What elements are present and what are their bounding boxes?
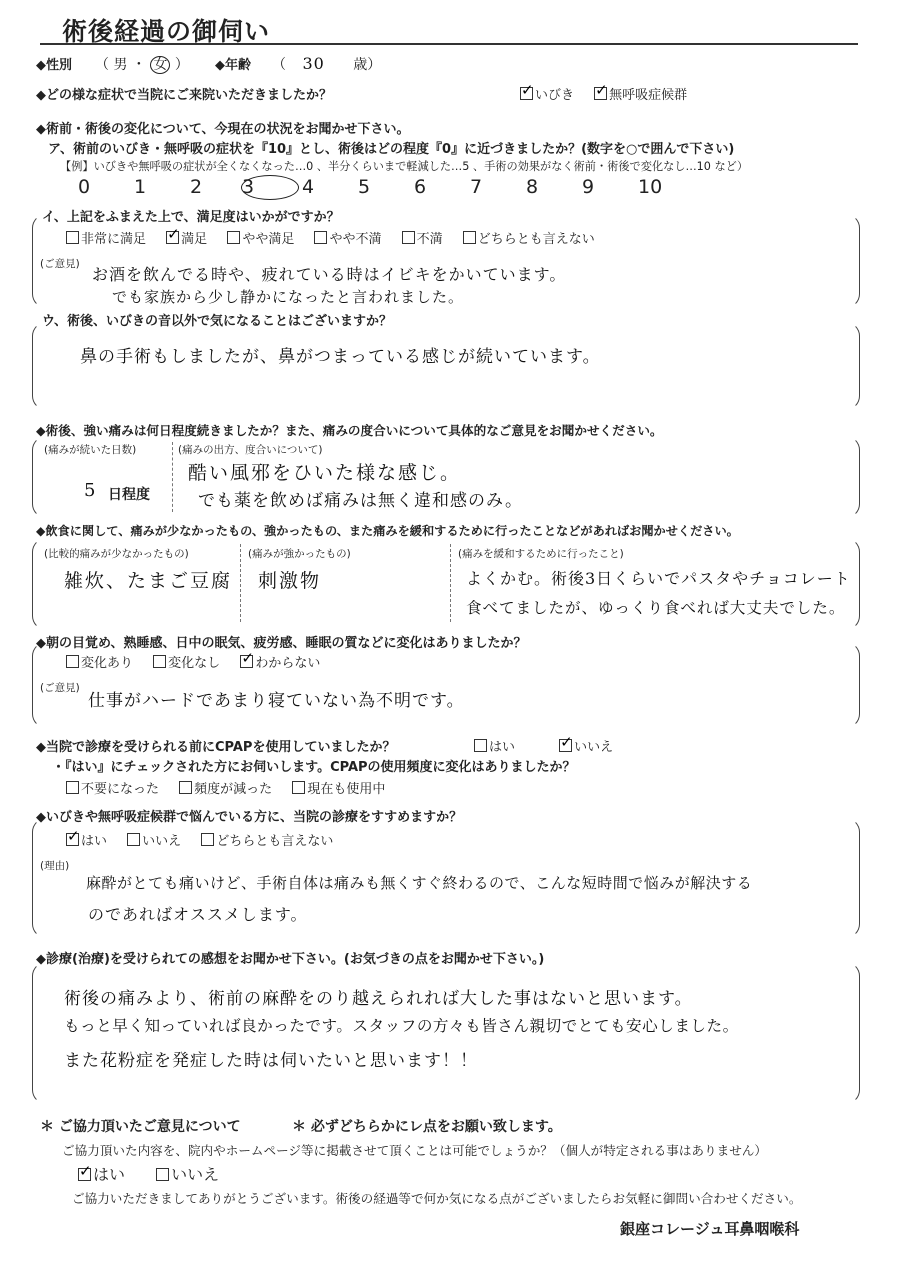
pain-days-unit: 日程度 xyxy=(108,487,150,503)
food-col2-value[interactable]: 刺激物 xyxy=(258,570,322,592)
q-sleep-text: ◆朝の目覚め、熟睡感、日中の眠気、疲労感、睡眠の質などに変化はありましたか？ xyxy=(36,636,527,651)
checkbox-very-satisfied[interactable] xyxy=(66,231,79,244)
scale-0[interactable]: 0 xyxy=(78,176,91,198)
checkbox-still-using[interactable] xyxy=(292,781,305,794)
checkbox-somewhat-satisfied[interactable] xyxy=(227,231,240,244)
checkbox-less-frequent[interactable] xyxy=(179,781,192,794)
q-cpap-sub: ・『はい』にチェックされた方にお伺いします。CPAPの使用頻度に変化はありましたか？ xyxy=(52,760,576,775)
checkbox-recommend-yes[interactable] xyxy=(66,833,79,846)
checkbox-unknown[interactable] xyxy=(240,655,253,668)
option-recommend-no[interactable] xyxy=(127,830,181,849)
food-divider-2 xyxy=(450,544,451,622)
checkbox-satisfied[interactable] xyxy=(166,231,179,244)
checkbox-cpap-yes[interactable] xyxy=(474,739,487,752)
option-apnea[interactable] xyxy=(594,84,687,103)
sex-field xyxy=(95,54,189,74)
q-symptom-text: ◆どの様な症状で当院にご来院いただきましたか？ xyxy=(36,88,332,103)
sex-option-female[interactable]: 女 xyxy=(150,56,170,74)
q-cpap-text: ◆当院で診療を受けられる前にCPAPを使用していましたか？ xyxy=(36,740,396,755)
pain-degree-line2[interactable]: でも薬を飲めば痛みは無く違和感のみ。 xyxy=(198,491,524,511)
satisfaction-opinion-line1[interactable]: お酒を飲んでる時や、疲れている時はイビキをかいています。 xyxy=(92,265,567,284)
sex-label: ◆性別 xyxy=(36,58,72,73)
age-value[interactable]: 30 xyxy=(302,54,325,73)
satisfaction-options xyxy=(66,228,611,247)
option-publish-yes[interactable] xyxy=(78,1162,125,1185)
option-satisfied-label: 満足 xyxy=(181,232,208,247)
option-still-using-label: 現在も使用中 xyxy=(307,782,386,797)
scale-1[interactable]: 1 xyxy=(134,176,147,198)
pain-degree-label: (痛みの出方、度合いについて) xyxy=(178,444,323,456)
checkbox-publish-no[interactable] xyxy=(156,1168,169,1181)
option-unknown[interactable] xyxy=(240,652,320,671)
footer-options xyxy=(78,1162,235,1185)
checkbox-changed[interactable] xyxy=(66,655,79,668)
checkbox-dissatisfied[interactable] xyxy=(402,231,415,244)
scale-3-selected: 3 xyxy=(241,175,299,200)
satisfaction-opinion-label: (ご意見) xyxy=(40,258,80,270)
sleep-opinion[interactable]: 仕事がハードであまり寝ていない為不明です。 xyxy=(88,691,465,711)
scale-3[interactable] xyxy=(242,175,302,200)
impression-line1[interactable]: 術後の痛みより、術前の麻酔をのり越えられれば大した事はないと思います。 xyxy=(64,989,693,1009)
option-cpap-no[interactable] xyxy=(559,736,613,755)
checkbox-not-needed[interactable] xyxy=(66,781,79,794)
checkbox-cpap-no[interactable] xyxy=(559,739,572,752)
sex-dot: ・ xyxy=(131,57,146,73)
food-col2-label: (痛みが強かったもの) xyxy=(248,548,351,560)
option-unknown-label: わからない xyxy=(255,656,321,671)
scale-6[interactable]: 6 xyxy=(414,176,427,198)
title-underline xyxy=(40,43,858,45)
food-divider-1 xyxy=(240,544,241,622)
option-somewhat-satisfied-label: やや満足 xyxy=(242,232,295,247)
sleep-options xyxy=(66,652,336,671)
impression-line3[interactable]: また花粉症を発症した時は伺いたいと思います！！ xyxy=(64,1051,478,1071)
option-still-using[interactable] xyxy=(292,778,385,797)
checkbox-somewhat-dissatisfied[interactable] xyxy=(314,231,327,244)
sex-open: （ xyxy=(95,57,109,73)
footer-thanks: ご協力いただきましてありがとうございます。術後の経過等で何か気になる点がございましたらお気軽に御問い合わせください。 xyxy=(72,1191,802,1206)
option-changed[interactable] xyxy=(66,652,133,671)
q-symptom-options xyxy=(520,84,703,103)
option-somewhat-dissatisfied[interactable] xyxy=(314,228,381,247)
option-apnea-label: 無呼吸症候群 xyxy=(609,88,688,103)
option-changed-label: 変化あり xyxy=(81,656,134,671)
option-somewhat-satisfied[interactable] xyxy=(227,228,294,247)
option-no-change[interactable] xyxy=(153,652,220,671)
option-recommend-neutral[interactable] xyxy=(201,830,333,849)
pain-divider xyxy=(172,442,173,512)
option-publish-no-label: いいえ xyxy=(171,1165,220,1184)
option-satisfied[interactable] xyxy=(166,228,207,247)
checkbox-apnea[interactable] xyxy=(594,87,607,100)
satisfaction-opinion-line2[interactable]: でも家族から少し静かになったと言われました。 xyxy=(112,288,465,306)
option-recommend-yes[interactable] xyxy=(66,830,107,849)
option-less-frequent-label: 頻度が減った xyxy=(194,782,273,797)
scale-5[interactable]: 5 xyxy=(358,176,371,198)
option-less-frequent[interactable] xyxy=(179,778,272,797)
change-scale xyxy=(78,175,694,200)
option-cpap-yes-label: はい xyxy=(489,740,516,755)
option-dissatisfied-label: 不満 xyxy=(416,232,443,247)
option-not-needed-label: 不要になった xyxy=(81,782,160,797)
q-pain-text: ◆術後、強い痛みは何日程度続きましたか？また、痛みの度合いについて具体的なご意見をお聞かせください。 xyxy=(36,423,663,438)
option-neutral-label: どちらとも言えない xyxy=(477,232,595,247)
option-publish-yes-label: はい xyxy=(93,1165,126,1184)
page-title: 術後経過の御伺い xyxy=(62,17,271,46)
option-dissatisfied[interactable] xyxy=(402,228,443,247)
food-col1-label: (比較的痛みが少なかったもの) xyxy=(44,548,189,560)
age-unit: 歳） xyxy=(353,57,382,73)
impression-line2[interactable]: もっと早く知っていれば良かったです。スタッフの方々も皆さん親切でとても安心しました。 xyxy=(64,1017,739,1035)
food-col3-line1[interactable]: よくかむ。術後3日くらいでパスタやチョコレート xyxy=(466,569,851,588)
option-not-needed[interactable] xyxy=(66,778,159,797)
q-other-text: ウ、術後、いびきの音以外で気になることはございますか？ xyxy=(42,314,392,329)
checkbox-neutral[interactable] xyxy=(463,231,476,244)
q-satisfaction-text: イ、上記をふまえた上で、満足度はいかがですか？ xyxy=(42,210,340,225)
age-label: ◆年齢 xyxy=(215,58,251,73)
q-change-example: 【例】いびきや無呼吸の症状が全くなくなった…0 、半分くらいまで軽減した…5 、手術の効果がなく術前・術後で変化なし…10 など） xyxy=(60,160,749,173)
option-cpap-yes[interactable] xyxy=(474,736,515,755)
age-field xyxy=(272,54,381,74)
cpap-sub-options xyxy=(66,778,401,797)
scale-4[interactable]: 4 xyxy=(302,176,315,198)
cpap-options xyxy=(474,736,629,755)
recommend-reason-line1[interactable]: 麻酔がとても痛いけど、手術自体は痛みも無くすぐ終わるので、こんな短時間で悩みが解決する xyxy=(86,874,753,892)
recommend-options xyxy=(66,830,349,849)
scale-9[interactable]: 9 xyxy=(582,176,595,198)
q-impression-text: ◆診療(治療)を受けられての感想をお聞かせ下さい。(お気づきの点をお聞かせ下さい。) xyxy=(36,952,545,967)
food-col3-line2[interactable]: 食べてましたが、ゆっくり食べれば大丈夫でした。 xyxy=(466,599,846,617)
option-recommend-yes-label: はい xyxy=(81,834,108,849)
checkbox-recommend-neutral[interactable] xyxy=(201,833,214,846)
option-recommend-no-label: いいえ xyxy=(142,834,182,849)
age-open: （ xyxy=(272,57,286,73)
sleep-opinion-label: (ご意見) xyxy=(40,682,80,694)
sex-close: ） xyxy=(174,57,189,73)
footer-heading-a: ＊ ご協力頂いたご意見について xyxy=(40,1119,241,1135)
sex-option-male[interactable]: 男 xyxy=(113,57,128,73)
scale-10[interactable]: 10 xyxy=(638,176,663,198)
footer-question: ご協力頂いた内容を、院内やホームページ等に掲載させて頂くことは可能でしょうか？（個人が特定される事はありません） xyxy=(62,1143,767,1158)
option-somewhat-dissatisfied-label: やや不満 xyxy=(329,232,382,247)
option-publish-no[interactable] xyxy=(156,1162,219,1185)
other-answer[interactable]: 鼻の手術もしましたが、鼻がつまっている感じが続いています。 xyxy=(80,347,601,367)
scale-2[interactable]: 2 xyxy=(190,176,203,198)
checkbox-recommend-no[interactable] xyxy=(127,833,140,846)
pain-degree-line1[interactable]: 酷い風邪をひいた様な感じ。 xyxy=(188,462,462,484)
checkbox-no-change[interactable] xyxy=(153,655,166,668)
footer-heading-b: ＊ 必ずどちらかにレ点をお願い致します。 xyxy=(292,1119,562,1135)
option-ibiki-label: いびき xyxy=(535,88,575,103)
clinic-name: 銀座コレージュ耳鼻咽喉科 xyxy=(620,1220,800,1238)
q-change-sub-a: ア、術前のいびき・無呼吸の症状を『10』とし、術後はどの程度『0』に近づきましたか？(数字を○で囲んで下さい) xyxy=(48,142,735,157)
food-col1-value[interactable]: 雑炊、たまご豆腐 xyxy=(64,570,233,592)
checkbox-ibiki[interactable] xyxy=(520,87,533,100)
option-very-satisfied-label: 非常に満足 xyxy=(81,232,147,247)
checkbox-publish-yes[interactable] xyxy=(78,1168,91,1181)
option-neutral[interactable] xyxy=(463,228,595,247)
pain-days-value[interactable]: 5 xyxy=(84,480,97,501)
option-cpap-no-label: いいえ xyxy=(574,740,614,755)
recommend-reason-line2[interactable]: のであればオススメします。 xyxy=(88,905,308,924)
option-ibiki[interactable] xyxy=(520,84,574,103)
scale-8[interactable]: 8 xyxy=(526,176,539,198)
q-food-text: ◆飲食に関して、痛みが少なかったもの、強かったもの、また痛みを緩和するために行ったことなどがあればお聞かせください。 xyxy=(36,524,739,538)
recommend-reason-label: (理由) xyxy=(40,860,70,872)
option-recommend-neutral-label: どちらとも言えない xyxy=(216,834,334,849)
q-change-text: ◆術前・術後の変化について、今現在の状況をお聞かせ下さい。 xyxy=(36,122,410,137)
option-very-satisfied[interactable] xyxy=(66,228,146,247)
option-no-change-label: 変化なし xyxy=(168,656,221,671)
food-col3-label: (痛みを緩和するために行ったこと) xyxy=(458,548,624,560)
pain-days-label: (痛みが続いた日数) xyxy=(44,444,137,456)
scale-7[interactable]: 7 xyxy=(470,176,483,198)
q-recommend-text: ◆いびきや無呼吸症候群で悩んでいる方に、当院の診療をすすめますか？ xyxy=(36,810,463,825)
